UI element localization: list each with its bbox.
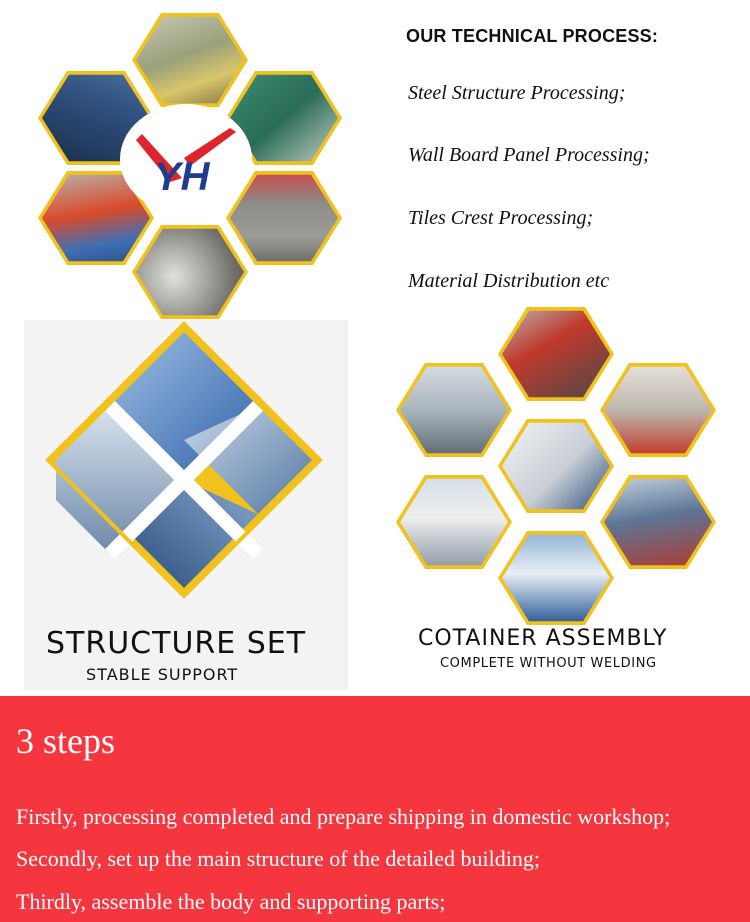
structure-set-panel [24,320,348,690]
steps-title: 3 steps [16,721,115,761]
hex-photo-panels [132,10,248,110]
structure-set-title: STRUCTURE SET [46,626,307,661]
process-item-material: Material Distribution etc [408,270,610,292]
step-item-2: Secondly, set up the main structure of the detailed building; [16,846,541,871]
step-item-1: Firstly, processing completed and prepare shipping in domestic workshop; [16,804,671,829]
process-item-steel: Steel Structure Processing; [408,82,626,104]
hex-photo-container-interior [600,360,716,460]
structure-set-subtitle: STABLE SUPPORT [86,665,239,684]
hex-photo-container-unit [498,416,614,516]
container-assembly-panel [392,304,732,684]
hex-photo-container-lift [498,528,614,628]
process-item-tiles: Tiles Crest Processing; [408,207,594,229]
hex-photo-red-beams [498,304,614,404]
container-assembly-subtitle: COMPLETE WITHOUT WELDING [440,656,657,671]
hex-photo-frame-site [396,360,512,460]
step-item-3: Thirdly, assemble the body and supporting parts; [16,889,446,914]
logo-text: YH [154,155,210,199]
hex-photo-steel-coils [132,222,248,322]
process-item-wall-board: Wall Board Panel Processing; [408,144,650,166]
technical-process-title: OUR TECHNICAL PROCESS: [406,26,659,46]
hex-photo-container-frame [600,472,716,572]
company-logo [120,104,252,214]
structure-diamond-photos [24,320,348,630]
container-assembly-title: COTAINER ASSEMBLY [418,626,668,651]
hex-photo-stacked-containers [396,472,512,572]
